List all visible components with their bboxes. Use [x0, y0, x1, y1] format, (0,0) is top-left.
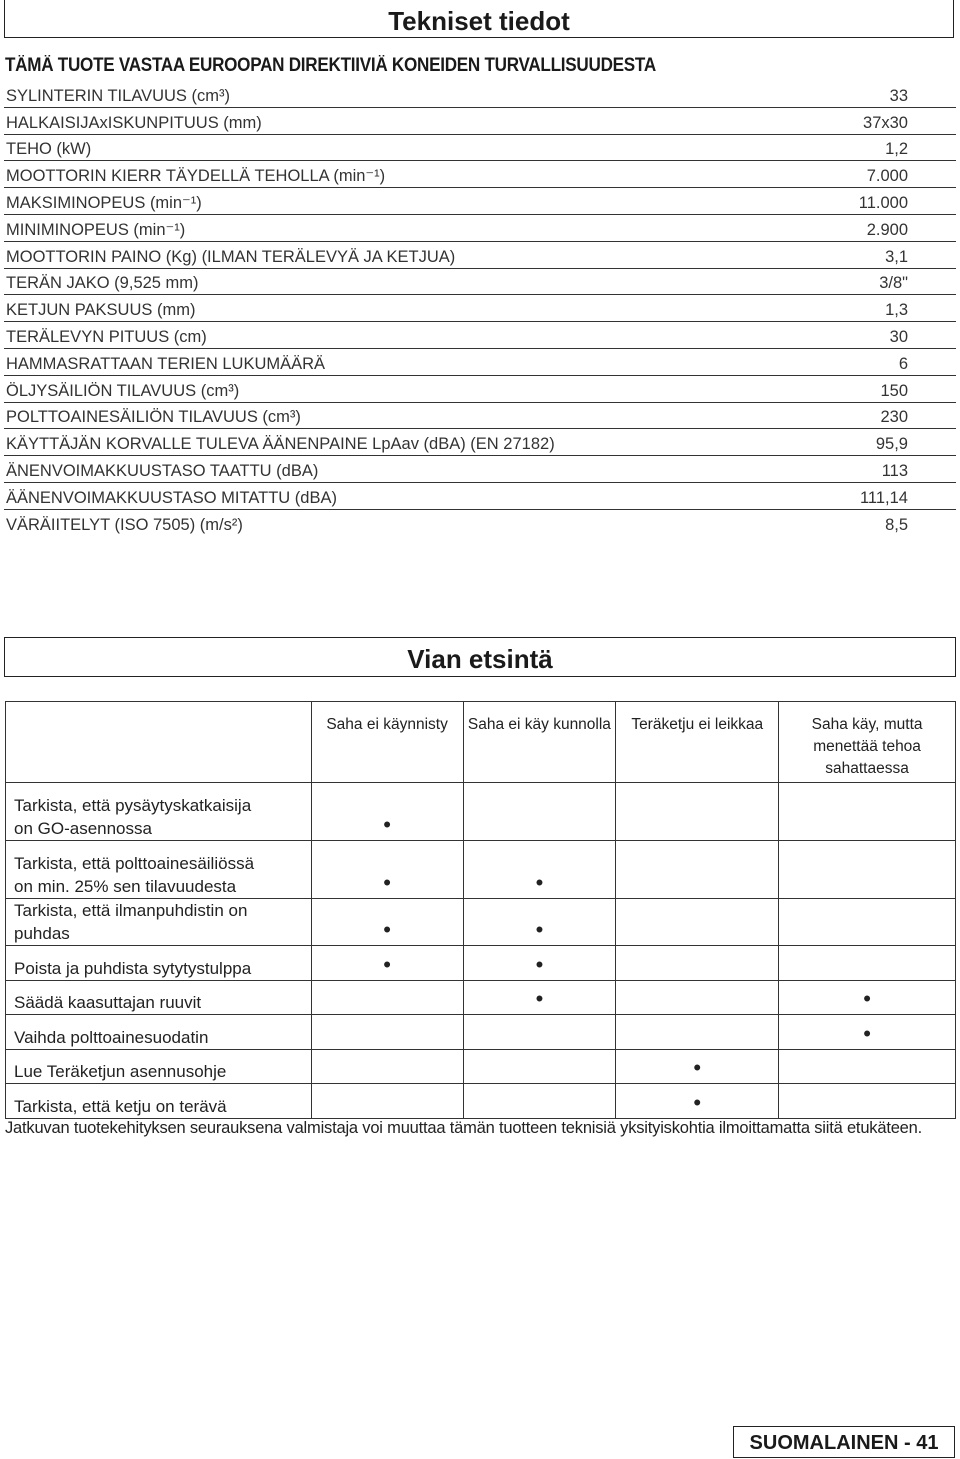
column-header: Saha ei käynnisty [311, 702, 463, 783]
spec-value: 6 [898, 354, 908, 373]
column-header: Saha käy, mutta menettää tehoa sahattaessa [779, 702, 956, 783]
spec-label: MINIMINOPEUS (min⁻¹) [6, 220, 186, 239]
table-row [6, 946, 956, 981]
check-mark [779, 1084, 956, 1119]
check-mark [616, 841, 779, 899]
check-mark [779, 899, 956, 946]
spec-value: 111,14 [859, 488, 908, 507]
check-mark [616, 1015, 779, 1050]
check-mark: • [463, 899, 616, 946]
check-mark [779, 841, 956, 899]
spec-label: VÄRÄIITELYT (ISO 7505) (m/s²) [6, 515, 243, 534]
table-row [6, 1084, 956, 1119]
spec-row [4, 215, 956, 242]
spec-value: 1,2 [885, 140, 908, 159]
page-number: SUOMALAINEN - 41 [733, 1426, 955, 1458]
spec-label: HAMMASRATTAAN TERIEN LUKUMÄÄRÄ [6, 354, 326, 373]
spec-row [4, 269, 956, 296]
spec-value: 95,9 [875, 435, 908, 454]
check-mark [311, 1015, 463, 1050]
check-mark [311, 1050, 463, 1084]
spec-label: ÄÄNENVOIMAKKUUSTASO MITATTU (dBA) [6, 488, 337, 507]
spec-label: ÄNENVOIMAKKUUSTASO TAATTU (dBA) [6, 461, 319, 480]
check-mark: • [311, 783, 463, 841]
check-label: Tarkista, että ilmanpuhdistin on puhdas [6, 899, 312, 946]
check-label: Tarkista, että ketju on terävä [6, 1084, 312, 1119]
check-mark [779, 1050, 956, 1084]
spec-row [4, 135, 956, 162]
table-row [6, 1015, 956, 1050]
check-mark [616, 981, 779, 1015]
spec-label: HALKAISIJAxISKUNPITUUS (mm) [6, 113, 262, 132]
spec-row [4, 429, 956, 456]
check-mark: • [779, 1015, 956, 1050]
spec-label: POLTTOAINESÄILIÖN TILAVUUS (cm³) [6, 408, 301, 427]
spec-row [4, 242, 956, 269]
spec-row [4, 349, 956, 376]
check-mark: • [311, 946, 463, 981]
spec-value: 113 [881, 461, 908, 480]
page-title: Tekniset tiedot [4, 0, 954, 38]
spec-value: 33 [889, 86, 908, 105]
spec-value: 37x30 [863, 113, 908, 132]
spec-row [4, 403, 956, 430]
spec-label: SYLINTERIN TILAVUUS (cm³) [6, 86, 230, 105]
check-mark [779, 783, 956, 841]
spec-label: ÖLJYSÄILIÖN TILAVUUS (cm³) [6, 381, 240, 400]
spec-row [4, 81, 956, 108]
troubleshooting-table [5, 701, 956, 1119]
check-mark: • [311, 899, 463, 946]
check-mark: • [463, 981, 616, 1015]
spec-value: 230 [880, 408, 908, 427]
spec-label: MOOTTORIN PAINO (Kg) (ILMAN TERÄLEVYÄ JA KETJUA) [6, 247, 456, 266]
table-row [6, 981, 956, 1015]
spec-row [4, 483, 956, 510]
check-mark [779, 946, 956, 981]
check-mark [311, 981, 463, 1015]
check-mark [463, 1015, 616, 1050]
check-mark [616, 783, 779, 841]
spec-row [4, 161, 956, 188]
spec-label: MAKSIMINOPEUS (min⁻¹) [6, 193, 202, 212]
spec-label: KETJUN PAKSUUS (mm) [6, 301, 196, 320]
check-mark: • [463, 841, 616, 899]
spec-value: 8,5 [885, 515, 908, 534]
spec-row [4, 456, 956, 483]
check-mark [463, 1084, 616, 1119]
table-row [6, 1050, 956, 1084]
check-mark: • [616, 1084, 779, 1119]
spec-label: TERÄN JAKO (9,525 mm) [6, 274, 199, 293]
check-label: Vaihda polttoainesuodatin [6, 1015, 312, 1050]
spec-row [4, 322, 956, 349]
table-row [6, 841, 956, 899]
spec-list [4, 81, 956, 536]
spec-row [4, 188, 956, 215]
spec-label: TERÄLEVYN PITUUS (cm) [6, 327, 207, 346]
directive-heading: TÄMÄ TUOTE VASTAA EUROOPAN DIREKTIIVIÄ KONEIDEN TURVALLISUUDESTA [5, 55, 656, 76]
troubleshooting-title: Vian etsintä [4, 637, 956, 677]
check-mark: • [463, 946, 616, 981]
spec-row [4, 376, 956, 403]
spec-value: 1,3 [885, 301, 908, 320]
check-label: Tarkista, että polttoainesäiliössä on min. 25% sen tilavuudesta [6, 841, 312, 899]
spec-row [4, 510, 956, 536]
check-mark: • [779, 981, 956, 1015]
spec-row [4, 295, 956, 322]
spec-label: KÄYTTÄJÄN KORVALLE TULEVA ÄÄNENPAINE LpAav (dBA) (EN 27182) [6, 435, 555, 454]
spec-label: MOOTTORIN KIERR TÄYDELLÄ TEHOLLA (min⁻¹) [6, 167, 386, 186]
check-label: Lue Teräketjun asennusohje [6, 1050, 312, 1084]
check-mark: • [311, 841, 463, 899]
spec-value: 11.000 [858, 193, 908, 212]
column-header: Teräketju ei leikkaa [616, 702, 779, 783]
table-row [6, 783, 956, 841]
check-mark [616, 946, 779, 981]
check-label: Säädä kaasuttajan ruuvit [6, 981, 312, 1015]
spec-value: 7.000 [866, 167, 908, 186]
table-corner [6, 702, 312, 783]
footnote: Jatkuvan tuotekehityksen seurauksena valmistaja voi muuttaa tämän tuotteen teknisiä yksityiskohtia ilmoittamatta siitä etukäteen. [5, 1119, 923, 1137]
spec-value: 3/8" [879, 274, 908, 293]
spec-row [4, 108, 956, 135]
spec-value: 2.900 [866, 220, 908, 239]
check-mark [616, 899, 779, 946]
spec-label: TEHO (kW) [6, 140, 92, 159]
table-row [6, 899, 956, 946]
check-mark [463, 1050, 616, 1084]
check-mark [463, 783, 616, 841]
check-mark [311, 1084, 463, 1119]
check-label: Poista ja puhdista sytytystulppa [6, 946, 312, 981]
column-header: Saha ei käy kunnolla [463, 702, 616, 783]
check-label: Tarkista, että pysäytyskatkaisija on GO-asennossa [6, 783, 312, 841]
spec-value: 30 [889, 327, 908, 346]
check-mark: • [616, 1050, 779, 1084]
spec-value: 3,1 [885, 247, 908, 266]
spec-value: 150 [880, 381, 908, 400]
